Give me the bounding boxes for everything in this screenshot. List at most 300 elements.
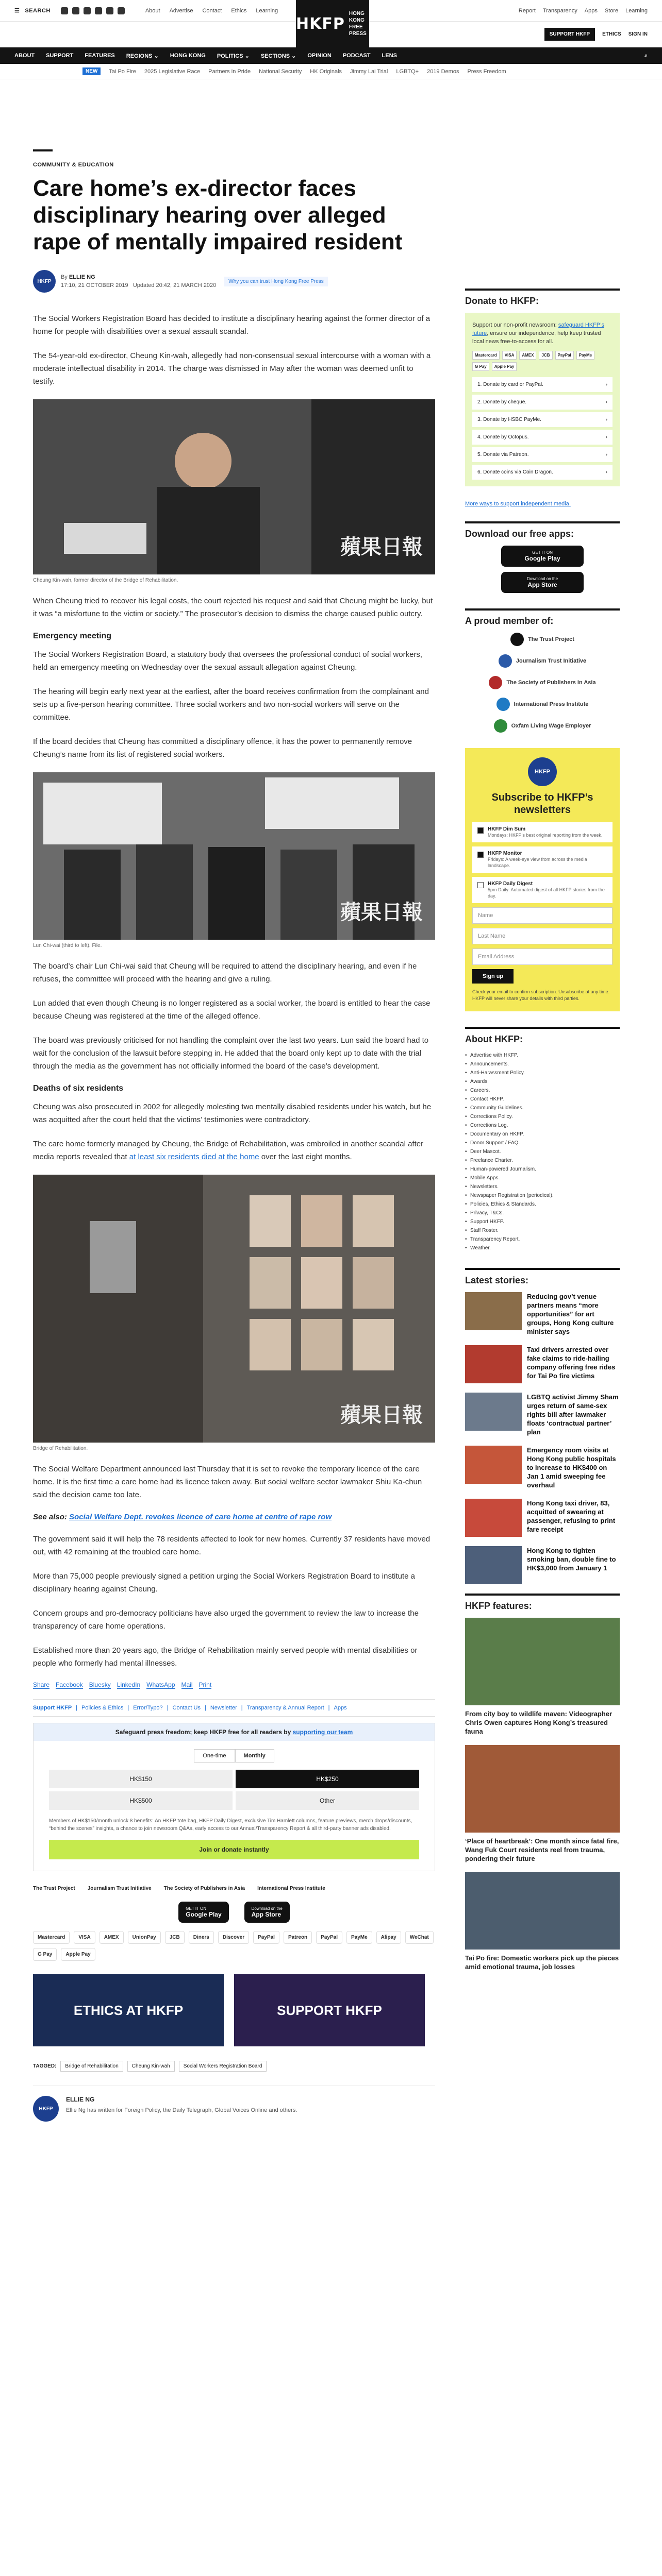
category-rule (33, 149, 53, 151)
about-link[interactable]: • Privacy, T&Cs. (465, 1209, 620, 1217)
author-bio: Ellie Ng has written for Foreign Policy, the Daily Telegraph, Global Voices Online and others. (66, 2107, 297, 2113)
newsletter-title: Subscribe to HKFP’s newsletters (491, 792, 593, 816)
latest-stories (465, 1292, 620, 1584)
tag[interactable]: Cheung Kin-wah (127, 2061, 175, 2072)
badge-text: Google Play (186, 1911, 222, 1918)
ethics-link[interactable]: ETHICS (602, 31, 621, 37)
paragraph: The Social Workers Registration Board has decided to institute a disciplinary hearing against the former director of a home for people with disabilities over a sexual assault scandal. (33, 314, 431, 336)
new-badge: NEW (82, 67, 101, 75)
toplink-apps[interactable]: Apps (584, 7, 598, 14)
about-link[interactable]: • Newsletters. (465, 1182, 620, 1191)
member-logo[interactable] (510, 633, 574, 646)
toplink-report[interactable]: Report (518, 7, 536, 14)
paragraph: The board’s chair Lun Chi-wai said that Cheung will be required to attend the disciplinary hearing, and even if he refuses, the committee will proceed with the hearing and give a ruling. (33, 962, 417, 984)
about-link[interactable]: • Staff Roster. (465, 1226, 620, 1235)
newsletter-option-desc: 5pm Daily: Automated digest of all HKFP stories from the day. (488, 887, 605, 899)
author-box-name[interactable]: ELLIE NG (66, 2096, 95, 2103)
payment-logo: PayPal (555, 351, 574, 360)
sidebar (465, 289, 620, 1980)
about-link[interactable]: • Donor Support / FAQ. (465, 1139, 620, 1147)
support-hkfp-button[interactable]: SUPPORT HKFP (544, 28, 595, 41)
badge-small-text: Download on the (526, 577, 558, 581)
badge-small-text: GET IT ON (532, 550, 553, 555)
feature-title[interactable]: ‘Place of heartbreak’: One month since fatal fire, Wang Fuk Court residents reel from trauma, pondering their future (465, 1837, 619, 1862)
member-label: International Press Institute (514, 701, 589, 707)
byline (33, 270, 435, 293)
newsletter-option-title: HKFP Monitor (488, 851, 522, 856)
donate-payment-logos (472, 351, 613, 371)
paragraph: The government said it will help the 78 residents affected to look for new homes. Currently 37 residents have moved out, with 42 remaining at the troubled care home. (33, 1535, 431, 1556)
toplink-learning[interactable]: Learning (256, 7, 278, 14)
paragraph-text: The care home formerly managed by Cheung, the Bridge of Rehabilitation, was embroiled in another scandal after media reports revealed that (33, 1140, 424, 1161)
about-link[interactable]: • Corrections Log. (465, 1121, 620, 1130)
chevron-right-icon: › (605, 382, 607, 387)
watermark: 蘋果日報 (340, 535, 423, 559)
nav-support[interactable]: SUPPORT (46, 53, 74, 59)
paragraph: Established more than 20 years ago, the Bridge of Rehabilitation mainly served people with mental disabilities or people who formerly had mental illnesses. (33, 1646, 418, 1668)
photo-caption: Bridge of Rehabilitation. (33, 1446, 88, 1451)
payment-logo: G Pay (33, 1948, 57, 1961)
nav-sections[interactable]: SECTIONS ⌄ (260, 53, 296, 59)
story-title[interactable]: Reducing gov’t venue partners means “more opportunities” for art groups, Hong Kong culture minister says (527, 1293, 614, 1335)
nav-podcast[interactable]: PODCAST (342, 53, 371, 59)
youtube-icon[interactable] (95, 7, 102, 14)
trust-link[interactable]: Why you can trust Hong Kong Free Press (224, 277, 328, 286)
article-title: Care home’s ex-director faces disciplinary hearing over alleged rape of mentally impaired resident (33, 176, 403, 255)
donate-option-label: 5. Donate via Patreon. (477, 452, 529, 457)
feature-image[interactable] (465, 1745, 620, 1833)
monthly-tab[interactable]: Monthly (235, 1749, 274, 1762)
donate-intro-text: Support our non-profit newsroom: (472, 322, 558, 328)
promo-banners (33, 1974, 435, 2046)
latest-story[interactable] (465, 1446, 620, 1489)
story-thumbnail[interactable] (465, 1393, 522, 1431)
payment-logo: Alipay (376, 1931, 401, 1944)
about-link[interactable]: • Community Guidelines. (465, 1104, 620, 1112)
member-logos-row (33, 1886, 435, 1891)
instagram-icon[interactable] (84, 7, 91, 14)
toplink-about[interactable]: About (145, 7, 160, 14)
latest-story[interactable] (465, 1393, 620, 1436)
donate-option[interactable] (472, 465, 613, 480)
article (33, 149, 435, 2122)
paragraph: The Social Welfare Department announced last Thursday that it is set to revoke the temporary licence of the care home. It is the first time a care home had its licence taken away. But social welfare sector lawmaker Shiu Ka-chun said the decision came too late. (33, 1465, 422, 1499)
nav-features[interactable]: FEATURES (85, 53, 115, 59)
share-facebook[interactable]: Facebook (56, 1681, 83, 1688)
donation-header (34, 1723, 435, 1741)
about-link[interactable]: • Support HKFP. (465, 1217, 620, 1226)
about-link[interactable]: • Documentary on HKFP. (465, 1130, 620, 1139)
sopa-logo: The Society of Publishers in Asia (163, 1886, 245, 1891)
policies-link[interactable]: Policies & Ethics (81, 1705, 124, 1711)
donation-box (33, 1723, 435, 1871)
main-nav (0, 47, 662, 64)
member-label: Oxfam Living Wage Employer (511, 723, 591, 729)
frequency-toggle (49, 1749, 419, 1762)
payment-logo: UnionPay (128, 1931, 161, 1944)
store-badges (33, 1902, 435, 1923)
payment-logo: Apple Pay (61, 1948, 95, 1961)
story-title[interactable]: Hong Kong to tighten smoking ban, double fine to HK$3,000 from January 1 (527, 1547, 616, 1572)
share-whatsapp[interactable]: WhatsApp (146, 1681, 175, 1688)
ipi-logo: International Press Institute (257, 1886, 325, 1891)
x-icon[interactable] (72, 7, 79, 14)
share-bluesky[interactable]: Bluesky (89, 1681, 111, 1688)
donate-option-label: 3. Donate by HSBC PayMe. (477, 417, 541, 422)
checkbox-checked[interactable] (477, 827, 484, 834)
checkbox-checked[interactable] (477, 852, 484, 858)
paragraph: The board was previously criticised for not handling the complaint over the last two years. Lun said the board had to wait for the conclusion of the lawsuit before stepping in. He added that the board only kept up to date with the trial through the media as the government has not officially informed the board of the case’s development. (33, 1036, 429, 1071)
nav-hong-kong[interactable]: HONG KONG (170, 53, 206, 59)
toplink-transparency[interactable]: Transparency (542, 7, 577, 14)
transparency-link[interactable]: Transparency & Annual Report (246, 1705, 324, 1711)
nav-opinion[interactable]: OPINION (307, 53, 332, 59)
app-store-badge[interactable] (501, 572, 584, 593)
jti-icon (499, 654, 512, 668)
payment-logo: PayMe (576, 351, 594, 360)
donate-intro (472, 321, 613, 346)
newsletter-link[interactable]: Newsletter (210, 1705, 237, 1711)
donation-header-text: Safeguard press freedom; keep HKFP free for all readers by (115, 1728, 293, 1736)
features-list (465, 1618, 620, 1971)
trend-item[interactable]: Press Freedom (467, 68, 506, 75)
about-link[interactable]: • Deer Mascot. (465, 1147, 620, 1156)
checkbox[interactable] (477, 882, 484, 888)
author-box (33, 2085, 435, 2122)
badge-text: App Store (527, 581, 557, 588)
donate-option-label: 1. Donate by card or PayPal. (477, 382, 543, 387)
oxfam-icon (494, 719, 507, 733)
donate-intro-text: , ensure our independence, help keep trusted local news free-to-access for all. (472, 330, 601, 345)
about-link[interactable]: • Weather. (465, 1244, 620, 1252)
badge-text: App Store (251, 1911, 281, 1918)
amount-options (49, 1770, 419, 1810)
latest-story[interactable] (465, 1292, 620, 1336)
share-link[interactable]: Share (33, 1681, 50, 1688)
separator: | (241, 1705, 243, 1711)
story-thumbnail[interactable] (465, 1546, 522, 1584)
support-link[interactable]: Support HKFP (33, 1705, 72, 1711)
support-links (33, 1699, 435, 1717)
donate-option[interactable] (472, 430, 613, 445)
payment-logo: PayMe (346, 1931, 372, 1944)
share-print[interactable]: Print (198, 1681, 212, 1688)
payment-logo: Apple Pay (492, 362, 517, 371)
member-logos (465, 633, 620, 733)
feature-title[interactable]: Tai Po fire: Domestic workers pick up the pieces amid emotional trauma, job losses (465, 1954, 619, 1971)
newsletter-option-title: HKFP Dim Sum (488, 826, 526, 832)
paragraph: When Cheung tried to recover his legal costs, the court rejected his request and said that Cheung might be lucky, but it was “a misfortune to the victim or society.” The prosecutor’s decision to dismiss the charge caused public outcry. (33, 597, 433, 618)
app-store-badge[interactable] (244, 1902, 290, 1923)
nav-search-icon[interactable]: ⌕ (644, 52, 648, 59)
newsletter-fine-print: Check your email to confirm subscription. Unsubscribe at any time. HKFP will never share your details with third parties. (472, 989, 610, 1001)
payment-logo: Mastercard (33, 1931, 70, 1944)
sign-up-button[interactable]: Sign up (472, 969, 514, 984)
payment-logo: WeChat (405, 1931, 434, 1944)
updated-date: Updated 20:42, 21 MARCH 2020 (133, 282, 217, 289)
error-link[interactable]: Error/Typo? (133, 1705, 163, 1711)
support-banner[interactable]: SUPPORT HKFP (234, 1974, 425, 2046)
photo-lun (33, 772, 435, 940)
feature-title[interactable]: From city boy to wildlife maven: Videographer Chris Owen captures Hong Kong’s treasured fauna (465, 1710, 613, 1735)
nav-lens[interactable]: LENS (382, 53, 397, 59)
contact-link[interactable]: Contact Us (172, 1705, 201, 1711)
payment-logo: JCB (165, 1931, 185, 1944)
trust-project-logo: The Trust Project (33, 1886, 75, 1891)
paragraph-with-link (33, 1138, 435, 1163)
ethics-banner[interactable]: ETHICS AT HKFP (33, 1974, 224, 2046)
jti-logo: Journalism Trust Initiative (87, 1886, 152, 1891)
logo-wordmark: HKFP (296, 14, 345, 33)
newsletter-option[interactable] (472, 822, 613, 842)
story-thumbnail[interactable] (465, 1345, 522, 1383)
one-time-tab[interactable]: One-time (194, 1749, 235, 1762)
photo-cheung (33, 399, 435, 574)
donate-option-label: 6. Donate coins via Coin Dragon. (477, 469, 553, 475)
paragraph: Lun added that even though Cheung is no longer registered as a social worker, the board is entitled to hear the case because Cheung was registered at the time of the alleged offence. (33, 999, 431, 1021)
last-name-field[interactable]: Last Name (472, 928, 613, 944)
payment-methods (33, 1931, 435, 1961)
latest-story[interactable] (465, 1499, 620, 1537)
google-play-badge[interactable] (178, 1902, 228, 1923)
trend-item[interactable]: Partners in Pride (208, 68, 251, 75)
about-link[interactable]: • Mobile Apps. (465, 1174, 620, 1182)
latest-title: Latest stories: (465, 1268, 620, 1286)
payment-logo: G Pay (472, 362, 489, 371)
about-link[interactable]: • Transparency Report. (465, 1235, 620, 1244)
about-link[interactable]: • Anti-Harassment Policy. (465, 1069, 620, 1077)
author-name[interactable]: ELLIE NG (69, 274, 95, 280)
see-also-label: See also: (33, 1513, 70, 1521)
nav-about[interactable]: ABOUT (14, 53, 35, 59)
support-team-link[interactable]: supporting our team (292, 1728, 353, 1736)
toplink-ethics[interactable]: Ethics (231, 7, 247, 14)
paragraph: If the board decides that Cheung has committed a disciplinary offence, it has the power to permanently remove Cheung’s name from its list of registered social workers. (33, 737, 412, 759)
search-icon[interactable]: ☰ (14, 8, 20, 14)
about-link[interactable]: • Careers. (465, 1086, 620, 1095)
hkfp-round-logo: HKFP (528, 757, 557, 786)
tags-label: TAGGED: (33, 2063, 57, 2069)
see-also (33, 1513, 435, 1521)
trend-item[interactable]: 2019 Demos (427, 68, 459, 75)
about-list (465, 1051, 620, 1252)
sign-in-link[interactable]: SIGN IN (628, 31, 648, 37)
payment-logo: Diners (189, 1931, 214, 1944)
toplink-learning-right[interactable]: Learning (625, 7, 648, 14)
newsletter-option-title: HKFP Daily Digest (488, 881, 533, 887)
toplink-contact[interactable]: Contact (202, 7, 222, 14)
photo-care-home (33, 1175, 435, 1443)
amount-other[interactable]: Other (236, 1791, 419, 1810)
about-link[interactable]: • Policies, Ethics & Standards. (465, 1200, 620, 1209)
story-thumbnail[interactable] (465, 1446, 522, 1484)
author-avatar[interactable]: HKFP (33, 270, 56, 293)
story-title[interactable]: LGBTQ activist Jimmy Sham urges return of same-sex rights bill after lawmaker floats ‘contractual partner’ plan (527, 1393, 619, 1436)
donate-option-label: 4. Donate by Octopus. (477, 434, 529, 440)
donate-option-label: 2. Donate by cheque. (477, 399, 527, 405)
donate-option[interactable] (472, 395, 613, 410)
member-label: The Society of Publishers in Asia (506, 680, 596, 686)
see-also-link[interactable]: Social Welfare Dept. revokes licence of care home at centre of rape row (69, 1513, 332, 1521)
trend-item[interactable]: National Security (259, 68, 302, 75)
member-benefits-note: Members of HK$150/month unlock 8 benefits: An HKFP tote bag, HKFP Daily Digest, exclusive Tim Hamlett columns, feature previews, merch drops/discounts, “behind the scenes” insights, a chance to join newsroom Q&As, early access to our Annual/Transparency Report & all third-party banner ads disabled. (49, 1818, 412, 1832)
share-bar (33, 1681, 435, 1689)
tags-row (33, 2061, 435, 2072)
story-title[interactable]: Taxi drivers arrested over fake claims to ride-hailing company offering free rides for Tai Po fire victims (527, 1346, 616, 1380)
payment-logo: AMEX (100, 1931, 124, 1944)
payment-logo: Patreon (284, 1931, 312, 1944)
logo-line2: FREE PRESS (349, 24, 367, 37)
donate-widget (465, 313, 620, 486)
payment-logo: AMEX (519, 351, 536, 360)
amount-500[interactable]: HK$500 (49, 1791, 233, 1810)
search-link[interactable]: SEARCH (25, 7, 51, 14)
sopa-icon (489, 676, 502, 689)
member-label: Journalism Trust Initiative (516, 658, 587, 664)
photo-caption: Cheung Kin-wah, former director of the Bridge of Rehabilitation. (33, 578, 178, 583)
safeguard-link[interactable]: safeguard HKFP’s future (472, 322, 604, 336)
payment-logo: VISA (502, 351, 517, 360)
latest-story[interactable] (465, 1546, 620, 1584)
story-thumbnail[interactable] (465, 1292, 522, 1330)
donate-option[interactable] (472, 377, 613, 392)
feature-image[interactable] (465, 1618, 620, 1705)
about-link[interactable]: • Contact HKFP. (465, 1095, 620, 1104)
app-badges (465, 546, 620, 593)
trend-item[interactable]: Jimmy Lai Trial (350, 68, 388, 75)
badge-small-text: GET IT ON (186, 1906, 207, 1911)
apps-title: Download our free apps: (465, 521, 620, 539)
amount-250[interactable]: HK$250 (236, 1770, 419, 1788)
paragraph: Concern groups and pro-democracy politicians have also urged the government to review the law to increase the transparency of care home operations. (33, 1609, 419, 1631)
email-field[interactable]: Email Address (472, 948, 613, 965)
trend-item[interactable]: Tai Po Fire (109, 68, 136, 75)
chevron-right-icon: › (605, 452, 607, 457)
trending-bar (0, 64, 662, 79)
social-icons (61, 7, 125, 14)
payment-logo: Mastercard (472, 351, 500, 360)
about-link[interactable]: • Awards. (465, 1077, 620, 1086)
separator: | (167, 1705, 169, 1711)
tag[interactable]: Social Workers Registration Board (179, 2061, 267, 2072)
share-linkedin[interactable]: LinkedIn (117, 1681, 141, 1688)
payment-logo: VISA (74, 1931, 95, 1944)
payment-logo: PayPal (253, 1931, 279, 1944)
newsletter-option-desc: Mondays: HKFP’s best original reporting from the week. (488, 833, 603, 838)
author-prefix: By (61, 274, 68, 280)
donate-option[interactable] (472, 447, 613, 462)
author-avatar-large[interactable]: HKFP (33, 2096, 59, 2122)
newsletter-widget (465, 748, 620, 1011)
payment-logo: Discover (218, 1931, 249, 1944)
watermark: 蘋果日報 (340, 901, 423, 924)
ipi-icon (496, 698, 510, 711)
member-logo[interactable] (494, 719, 591, 733)
about-link[interactable]: • Freelance Charter. (465, 1156, 620, 1165)
photo-caption: Lun Chi-wai (third to left). File. (33, 943, 102, 948)
name-field[interactable]: Name (472, 907, 613, 924)
payment-logo: PayPal (316, 1931, 342, 1944)
member-logo[interactable] (499, 654, 586, 668)
tag[interactable]: Bridge of Rehabilitation (60, 2061, 123, 2072)
google-play-badge[interactable] (501, 546, 584, 567)
inline-link[interactable]: at least six residents died at the home (129, 1153, 259, 1161)
story-thumbnail[interactable] (465, 1499, 522, 1537)
about-link[interactable]: • Corrections Policy. (465, 1112, 620, 1121)
badge-text: Google Play (524, 555, 560, 562)
badge-small-text: Download on the (251, 1906, 283, 1911)
separator: | (76, 1705, 78, 1711)
about-link[interactable]: • Announcements. (465, 1060, 620, 1069)
latest-story[interactable] (465, 1345, 620, 1383)
donate-title: Donate to HKFP: (465, 289, 620, 307)
trust-project-icon (510, 633, 524, 646)
paragraph: The hearing will begin early next year at the earliest, after the board receives confirmation from the complainant and sets up a five-person hearing committee. Three social workers and two non-social workers will serve on the committee. (33, 687, 429, 722)
publish-date: 17:10, 21 OCTOBER 2019 (61, 282, 128, 289)
about-link[interactable]: • Human-powered Journalism. (465, 1165, 620, 1174)
newsletter-option[interactable] (472, 877, 613, 903)
paragraph: Cheung was also prosecuted in 2002 for allegedly molesting two mentally disabled residents under his watch, but he was acquitted after the court held that the victims’ testimonies were contradictory. (33, 1103, 432, 1124)
payment-logo: JCB (539, 351, 552, 360)
nav-politics[interactable]: POLITICS ⌄ (217, 53, 250, 59)
story-title[interactable]: Hong Kong taxi driver, 83, acquitted of swearing at passenger, refusing to print fare receipt (527, 1499, 616, 1533)
apps-link[interactable]: Apps (334, 1705, 347, 1711)
telegram-icon[interactable] (106, 7, 113, 14)
nav-regions[interactable]: REGIONS ⌄ (126, 53, 159, 59)
paragraph: More than 75,000 people previously signed a petition urging the Social Workers Registration Board to institute a disciplinary hearing against Cheung. (33, 1572, 415, 1594)
trend-item[interactable]: LGBTQ+ (396, 68, 419, 75)
about-title: About HKFP: (465, 1027, 620, 1045)
logo-line1: HONG KONG (349, 11, 365, 23)
subheading: Emergency meeting (33, 632, 112, 640)
separator: | (328, 1705, 330, 1711)
paragraph-text: over the last eight months. (259, 1153, 352, 1161)
chevron-right-icon: › (605, 417, 607, 422)
about-link[interactable]: • Advertise with HKFP. (465, 1051, 620, 1060)
subheading: Deaths of six residents (33, 1084, 124, 1093)
newsletter-option-desc: Fridays: A week-eye view from across the media landscape. (488, 857, 587, 868)
toplink-store[interactable]: Store (604, 7, 619, 14)
trend-item[interactable]: HK Originals (310, 68, 342, 75)
separator: | (204, 1705, 206, 1711)
chevron-right-icon: › (605, 469, 607, 475)
join-donate-button[interactable]: Join or donate instantly (49, 1840, 419, 1859)
article-category[interactable]: COMMUNITY & EDUCATION (33, 162, 114, 168)
member-logo[interactable] (489, 676, 595, 689)
member-logo[interactable] (496, 698, 589, 711)
newsletter-option[interactable] (472, 846, 613, 873)
donate-option[interactable] (472, 412, 613, 427)
about-link[interactable]: • Newspaper Registration (periodical). (465, 1191, 620, 1200)
rss-icon[interactable] (118, 7, 125, 14)
story-title[interactable]: Emergency room visits at Hong Kong public hospitals to increase to HK$400 on Jan 1 amid sweeping fee overhaul (527, 1446, 616, 1489)
watermark: 蘋果日報 (340, 1403, 423, 1427)
facebook-icon[interactable] (61, 7, 68, 14)
separator: | (127, 1705, 129, 1711)
paragraph: The 54-year-old ex-director, Cheung Kin-wah, allegedly had non-consensual sexual intercourse with a woman with a moderate intellectual disability in 2014. The charge was dismissed in May after the woman was deemed unfit to testify. (33, 351, 431, 386)
feature-image[interactable] (465, 1872, 620, 1950)
toplink-advertise[interactable]: Advertise (169, 7, 193, 14)
trend-item[interactable]: 2025 Legislative Race (144, 68, 201, 75)
chevron-right-icon: › (605, 434, 607, 440)
hkfp-logo[interactable] (296, 0, 369, 47)
features-title: HKFP features: (465, 1594, 620, 1612)
paragraph: The Social Workers Registration Board, a statutory body that oversees the professional conduct of social workers, held an emergency meeting on Wednesday over the sexual assault allegation against Cheung. (33, 650, 423, 672)
amount-150[interactable]: HK$150 (49, 1770, 233, 1788)
share-mail[interactable]: Mail (181, 1681, 193, 1688)
member-label: The Trust Project (528, 636, 574, 642)
more-ways-link[interactable]: More ways to support independent media. (465, 501, 571, 507)
